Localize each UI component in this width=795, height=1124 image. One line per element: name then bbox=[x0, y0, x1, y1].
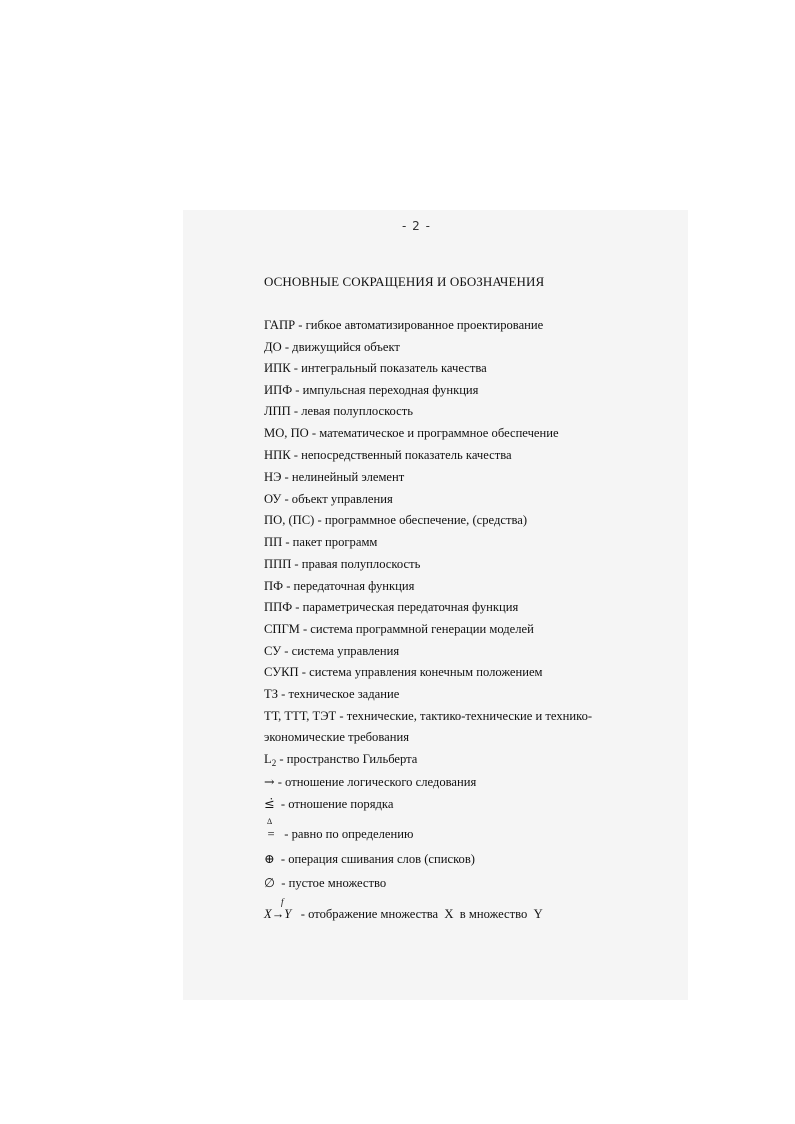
empty-set-icon: ∅ bbox=[264, 875, 275, 890]
abbreviation-entry: НПК - непосредственный показатель качества bbox=[264, 448, 512, 462]
hilbert-text: - пространство Гильберта bbox=[279, 752, 418, 766]
abbreviation-entry: ТЗ - техническое задание bbox=[264, 687, 400, 701]
abbreviation-entry: СУКП - система управления конечным положением bbox=[264, 665, 543, 679]
mapping-formula bbox=[264, 897, 292, 922]
defined-equal-icon bbox=[264, 817, 278, 842]
implication-text: - отношение логического следования bbox=[277, 775, 477, 789]
equals-sign: = bbox=[267, 827, 275, 841]
abbreviation-entry: СПГМ - система программной генерации моделей bbox=[264, 622, 534, 636]
mapping-domain: X bbox=[264, 907, 272, 921]
symbol-entry-concat bbox=[264, 851, 475, 867]
symbol-entry-mapping bbox=[264, 897, 543, 922]
symbol-entry-hilbert bbox=[264, 751, 417, 771]
abbreviation-entry: ИПФ - импульсная переходная функция bbox=[264, 383, 479, 397]
abbreviation-entry: СУ - система управления bbox=[264, 644, 400, 658]
mapping-label: f bbox=[281, 897, 284, 907]
symbol-entry-empty bbox=[264, 875, 386, 891]
abbreviation-entry: ПО, (ПС) - программное обеспечение, (средства) bbox=[264, 513, 528, 527]
abbreviation-entry: ППП - правая полуплоскость bbox=[264, 557, 421, 571]
abbreviation-entry: ПП - пакет программ bbox=[264, 535, 378, 549]
order-relation-icon: ≤̇ bbox=[264, 796, 275, 811]
symbol-entry-order bbox=[264, 796, 393, 812]
mapping-text: - отображение множества X в множество Y bbox=[300, 907, 543, 921]
abbreviation-entry: ДО - движущийся объект bbox=[264, 340, 400, 354]
mapping-codomain: Y bbox=[284, 907, 292, 921]
mapping-arrow-icon: → bbox=[271, 907, 285, 921]
hilbert-subscript: 2 bbox=[271, 758, 277, 768]
section-title: ОСНОВНЫЕ СОКРАЩЕНИЯ И ОБОЗНАЧЕНИЯ bbox=[264, 274, 545, 289]
delta-mark: Δ bbox=[267, 817, 273, 826]
abbreviation-entry: ИПК - интегральный показатель качества bbox=[264, 361, 487, 375]
arrow-right-icon: → bbox=[264, 774, 275, 789]
abbreviation-entry-continued: экономические требования bbox=[264, 730, 410, 744]
symbol-entry-implication bbox=[264, 774, 476, 790]
order-text: - отношение порядка bbox=[280, 797, 394, 811]
abbreviation-entry: ЛПП - левая полуплоскость bbox=[264, 404, 414, 418]
definition-text: - равно по определению bbox=[284, 827, 414, 841]
concat-text: - операция сшивания слов (списков) bbox=[280, 852, 475, 866]
circled-plus-icon: ⊕ bbox=[264, 851, 275, 866]
empty-text: - пустое множество bbox=[281, 876, 387, 890]
abbreviation-entry: ТТ, ТТТ, ТЭТ - технические, тактико-технические и технико- bbox=[264, 709, 593, 723]
abbreviation-entry: ГАПР - гибкое автоматизированное проектирование bbox=[264, 318, 544, 332]
abbreviation-entry: НЭ - нелинейный элемент bbox=[264, 470, 405, 484]
page-number: - 2 - bbox=[402, 219, 431, 233]
hilbert-symbol: L bbox=[264, 752, 272, 766]
abbreviation-entry: ППФ - параметрическая передаточная функция bbox=[264, 600, 519, 614]
abbreviation-entry: ОУ - объект управления bbox=[264, 492, 393, 506]
abbreviation-entry: МО, ПО - математическое и программное обеспечение bbox=[264, 426, 559, 440]
symbol-entry-definition bbox=[264, 817, 414, 842]
abbreviation-entry: ПФ - передаточная функция bbox=[264, 579, 415, 593]
